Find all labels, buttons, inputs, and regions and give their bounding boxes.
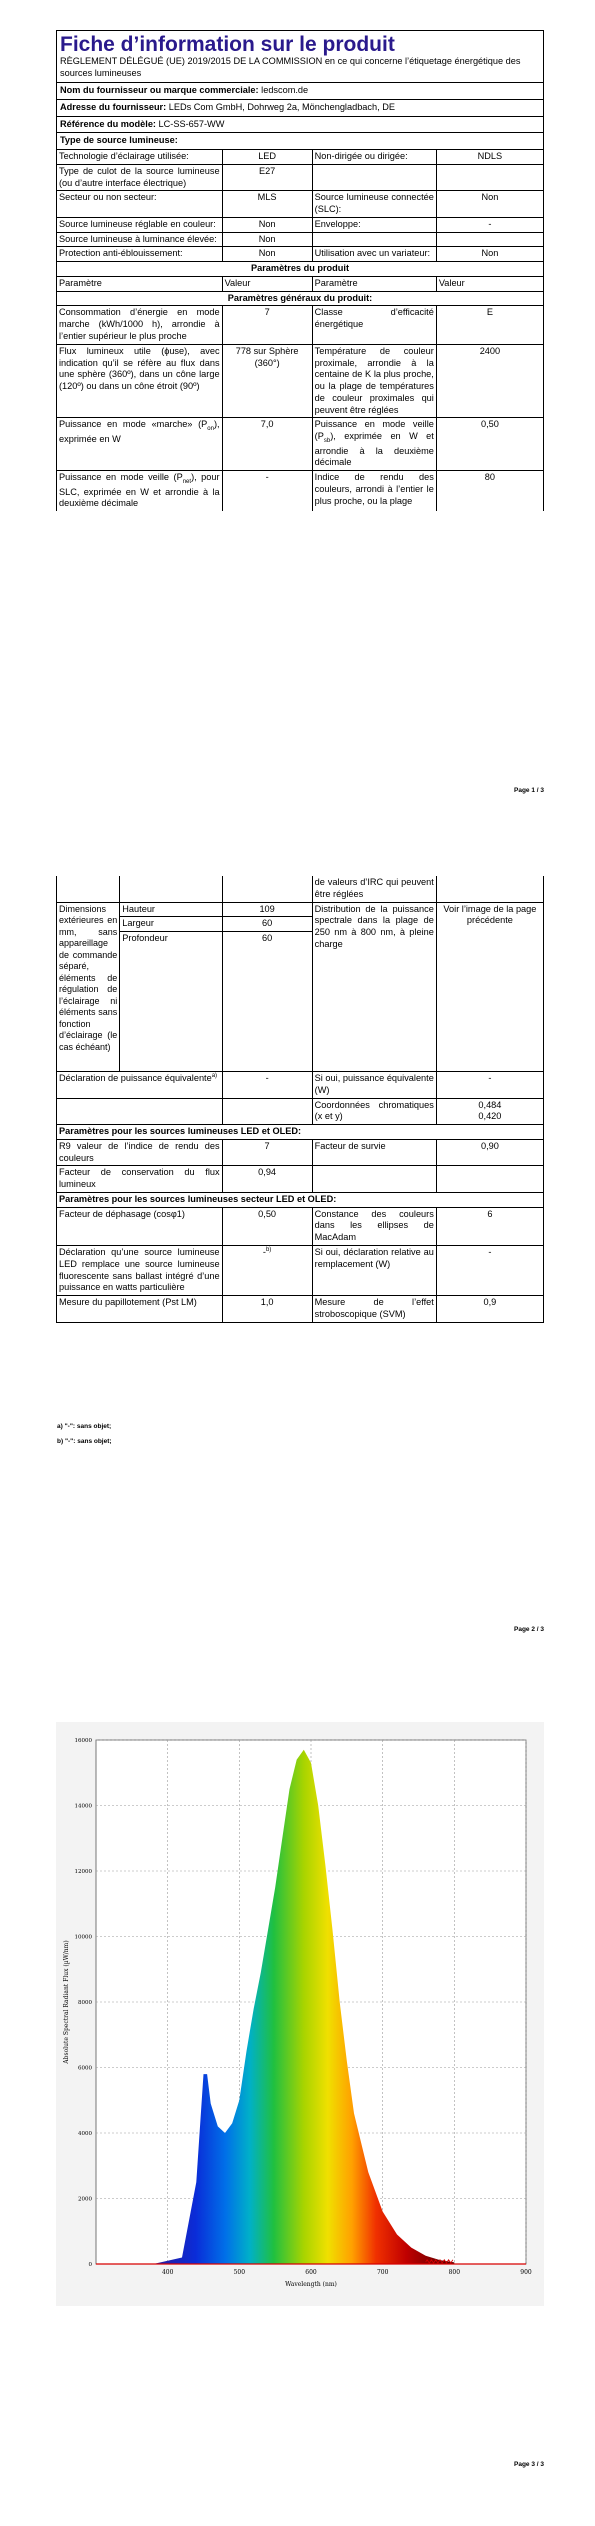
cell-label: Puissance en mode veille $(P_{sb})$, exprimée en W et arrondie à la deuxième décimale [312, 418, 436, 471]
table-row [57, 150, 544, 165]
dim-name: Hauteur [120, 902, 222, 917]
model-reference: LC-SS-657-WW [158, 118, 225, 129]
spectrum-chart-svg [56, 1722, 544, 2306]
phase-label: Facteur de déphasage (cosφ1) [57, 1207, 223, 1245]
cell-label: Puissance en mode veille $(P_{net})$, pour SLC, exprimée en W et arrondie à la deuxième décimale [57, 471, 223, 512]
x-tick-label: 700 [376, 2269, 389, 2276]
x-tick-label: 500 [233, 2269, 246, 2276]
supplier-address-label: Adresse du fournisseur: [60, 101, 167, 112]
svm-label: Mesure de l’effet stroboscopique (SVM) [312, 1296, 436, 1323]
table-row [57, 164, 544, 191]
spectral-value: Voir l’image de la page précédente [436, 902, 543, 1072]
cell-value: 778 sur Sphère (360°) [222, 344, 312, 418]
dim-name: Largeur [120, 917, 222, 932]
spectrum-chart [56, 1722, 544, 2306]
table-row [57, 191, 544, 218]
cell-value: Non [436, 191, 543, 218]
led-params-heading: Paramètres pour les sources lumineuses LED et OLED: [57, 1125, 544, 1140]
x-tick-label: 400 [161, 2269, 174, 2276]
page-2 [56, 876, 544, 1323]
table-row [57, 1207, 544, 1245]
x-axis-label: Wavelength (nm) [285, 2281, 337, 2288]
table-row [57, 247, 544, 262]
macadam-value: 6 [436, 1207, 543, 1245]
cell-value: 80 [436, 471, 543, 512]
cell-label: Consommation d’énergie en mode marche (kWh/1000 h), arrondie à l’entier supérieur le plus proche [57, 306, 223, 344]
cri-continuation: de valeurs d’IRC qui peuvent être réglées [312, 876, 436, 902]
regulation-text: RÈGLEMENT DÉLÉGUÉ (UE) 2019/2015 DE LA COMMISSION en ce qui concerne l’étiquetage énergétique des sources lumineuses [60, 56, 521, 79]
cell-label: Protection anti-éblouissement: [57, 247, 223, 262]
cell-value [436, 232, 543, 247]
y-tick-label: 14000 [74, 1803, 92, 1810]
table-row [57, 1139, 544, 1166]
cell-label: Puissance en mode «marche» $(P_{on})$, exprimée en W [57, 418, 223, 471]
cell-value: LED [222, 150, 312, 165]
table-row [57, 1098, 544, 1125]
table-row [57, 306, 544, 344]
footnote-a: a) "-": sans objet; [57, 1423, 112, 1430]
footnote-b: b) "-": sans objet; [57, 1438, 112, 1445]
model-label: Référence du modèle: [60, 118, 156, 129]
r9-value: 7 [222, 1139, 312, 1166]
dimensions-label: Dimensions extérieures en mm, sans appareillage de commande séparé, éléments de régulation de l’éclairage ni éléments sans fonction d’éclairage (le cas échéant) [57, 902, 120, 1072]
table-row [57, 1072, 544, 1099]
table-row [57, 418, 544, 471]
y-tick-label: 0 [88, 2262, 92, 2268]
col-header-param: Paramètre [312, 276, 436, 291]
equiv-label: Déclaration de puissance équivalente$^{a)}$ [57, 1072, 223, 1099]
svm-value: 0,9 [436, 1296, 543, 1323]
equiv-power-value: - [436, 1072, 543, 1099]
cell-label: Source lumineuse réglable en couleur: [57, 217, 223, 232]
chroma-label: Coordonnées chromatiques (x et y) [312, 1098, 436, 1125]
cell-label: Température de couleur proximale, arrondie à la centaine de K la plus proche, ou la plage de températures de couleur proximales qui peuvent être réglées [312, 344, 436, 418]
light-source-type-heading: Type de source lumineuse: [57, 133, 544, 150]
dim-value: 60 [222, 932, 312, 1072]
y-tick-label: 6000 [78, 2065, 92, 2072]
cell-label: Source lumineuse à luminance élevée: [57, 232, 223, 247]
cell-label: Enveloppe: [312, 217, 436, 232]
equiv-value: - [222, 1072, 312, 1099]
dim-value: 109 [222, 902, 312, 917]
r9-label: R9 valeur de l’indice de rendu des couleurs [57, 1139, 223, 1166]
table-row [57, 902, 544, 917]
y-tick-label: 16000 [74, 1738, 92, 1744]
table-row [57, 1246, 544, 1296]
general-params-heading: Paramètres généraux du produit: [57, 291, 544, 306]
cell-label [312, 164, 436, 191]
table-row [57, 232, 544, 247]
cell-label: Utilisation avec un variateur: [312, 247, 436, 262]
cell-value: NDLS [436, 150, 543, 165]
table-row [57, 217, 544, 232]
table-row [57, 471, 544, 512]
cell-value [436, 164, 543, 191]
flux-maintenance-value: 0,94 [222, 1166, 312, 1193]
flux-maintenance-label: Facteur de conservation du flux lumineux [57, 1166, 223, 1193]
macadam-label: Constance des couleurs dans les ellipses de MacAdam [312, 1207, 436, 1245]
survival-value: 0,90 [436, 1139, 543, 1166]
col-header-value: Valeur [436, 276, 543, 291]
cell-label: Source lumineuse connectée (SLC): [312, 191, 436, 218]
y-tick-label: 4000 [78, 2131, 92, 2137]
replace-w-value: - [436, 1246, 543, 1296]
x-tick-label: 800 [448, 2269, 461, 2276]
y-axis-label: Absolute Spectral Radiant Flux (µW/nm) [63, 1940, 70, 2064]
table-row [57, 1296, 544, 1323]
y-tick-label: 2000 [78, 2196, 92, 2203]
chroma-value: 0,484 0,420 [436, 1098, 543, 1125]
cell-value: E27 [222, 164, 312, 191]
replace-w-label: Si oui, déclaration relative au remplacement (W) [312, 1246, 436, 1296]
cell-value: E [436, 306, 543, 344]
cell-label: Classe d’efficacité énergétique [312, 306, 436, 344]
y-tick-label: 8000 [78, 2000, 92, 2006]
cell-value: 2400 [436, 344, 543, 418]
supplier-name: ledscom.de [261, 85, 309, 95]
supplier-address: LEDs Com GmbH, Dohrweg 2a, Mönchengladbach, DE [168, 101, 395, 112]
cell-value: Non [222, 232, 312, 247]
cell-value: Non [222, 247, 312, 262]
cell-value: 0,50 [436, 418, 543, 471]
cell-value: 7,0 [222, 418, 312, 471]
col-header-value: Valeur [222, 276, 312, 291]
survival-label: Facteur de survie [312, 1139, 436, 1166]
table-row [57, 1166, 544, 1193]
y-tick-label: 10000 [74, 1934, 92, 1941]
supplier-name-label: Nom du fournisseur ou marque commerciale: [60, 85, 259, 95]
cell-label: Indice de rendu des couleurs, arrondi à l’entier le plus proche, ou la plage [312, 471, 436, 512]
cell-value: 7 [222, 306, 312, 344]
spectral-label: Distribution de la puissance spectrale dans la plage de 250 nm à 800 nm, à pleine charge [312, 902, 436, 1072]
y-tick-label: 12000 [74, 1869, 92, 1875]
cell-value: Non [436, 247, 543, 262]
replace-value: -$^{b)}$ [222, 1246, 312, 1296]
cell-label: Flux lumineux utile (ɸuse), avec indication qu’il se réfère au flux dans une sphère (360º), dans un cône large (120º) ou dans un cône étroit (90º) [57, 344, 223, 418]
col-header-param: Paramètre [57, 276, 223, 291]
product-params-heading: Paramètres du produit [57, 262, 544, 277]
page-number: Page 2 / 3 [514, 1626, 544, 1633]
replace-label: Déclaration qu’une source lumineuse LED remplace une source lumineuse fluorescente sans ballast intégré d’une puissance en watts particulière [57, 1246, 223, 1296]
page-title: Fiche d’information sur le produit [60, 33, 395, 56]
phase-value: 0,50 [222, 1207, 312, 1245]
cell-label: Non-dirigée ou dirigée: [312, 150, 436, 165]
dim-name: Profondeur [120, 932, 222, 1072]
table-row [57, 344, 544, 418]
page-1 [56, 30, 544, 511]
equiv-power-label: Si oui, puissance équivalente (W) [312, 1072, 436, 1099]
cell-label: Technologie d’éclairage utilisée: [57, 150, 223, 165]
cell-value: MLS [222, 191, 312, 218]
cell-label [312, 232, 436, 247]
cell-value: Non [222, 217, 312, 232]
x-tick-label: 900 [520, 2269, 532, 2276]
flicker-value: 1,0 [222, 1296, 312, 1323]
cell-label: Type de culot de la source lumineuse (ou d’autre interface électrique) [57, 164, 223, 191]
mains-led-params-heading: Paramètres pour les sources lumineuses secteur LED et OLED: [57, 1192, 544, 1207]
cell-value: - [436, 217, 543, 232]
dim-value: 60 [222, 917, 312, 932]
cell-value: - [222, 471, 312, 512]
page-number: Page 1 / 3 [514, 787, 544, 794]
flicker-label: Mesure du papillotement (Pst LM) [57, 1296, 223, 1323]
cell-label: Secteur ou non secteur: [57, 191, 223, 218]
page-number: Page 3 / 3 [514, 2461, 544, 2468]
x-tick-label: 600 [305, 2269, 317, 2276]
